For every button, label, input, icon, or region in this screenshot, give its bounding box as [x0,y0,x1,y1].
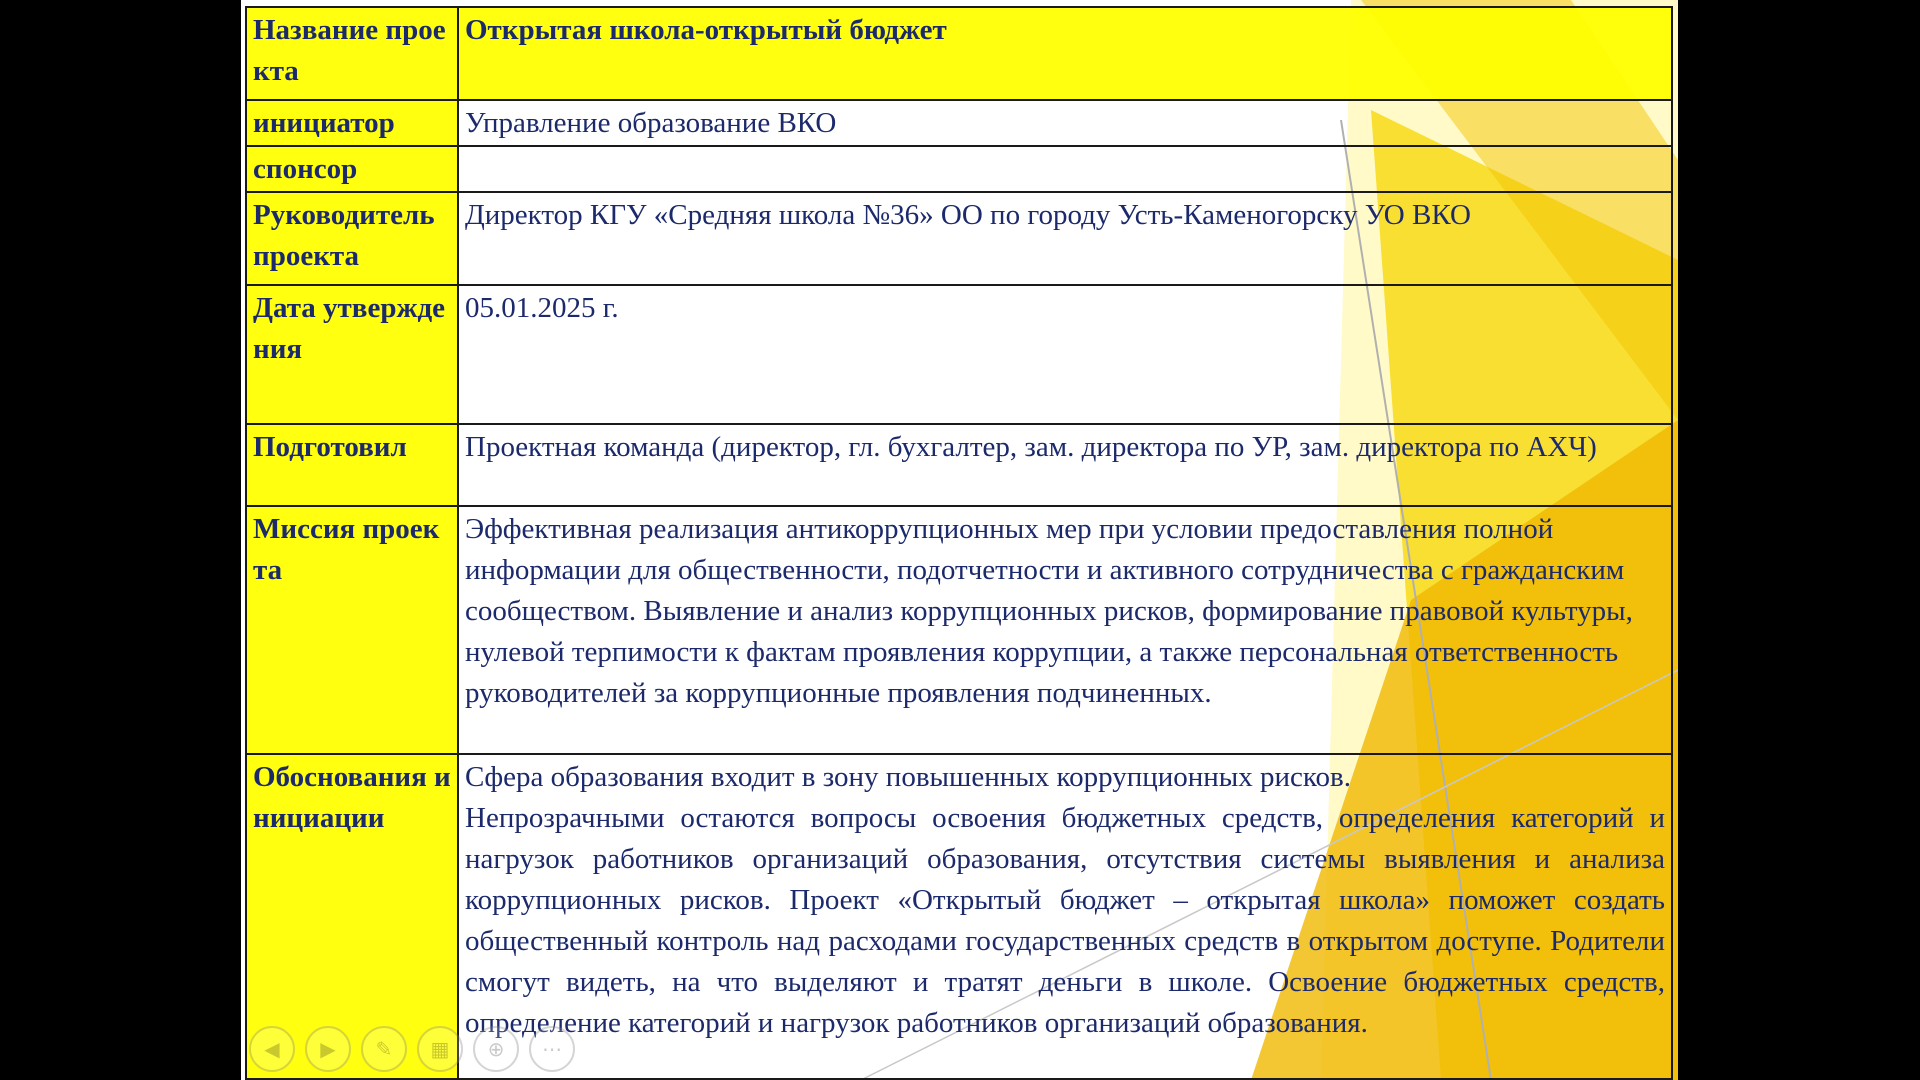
zoom-icon[interactable]: ⊕ [473,1026,519,1072]
slides-grid-icon[interactable]: ▦ [417,1026,463,1072]
sponsor-value [458,146,1672,192]
approval-date-value: 05.01.2025 г. [458,285,1672,424]
table-row [246,506,1672,754]
project-table [245,6,1673,1080]
row-label: Руководитель проекта [246,192,458,285]
mission-value: Эффективная реализация антикоррупционных мер при условии предоставления полной информации для общественности, подотчетности и активного сотрудничества с гражданским сообществом. Выявление и анализ коррупционных рисков, формирование правовой культуры, нулевой терпимости к фактам проявления коррупции, а также персональная ответственность руководителей за коррупционные проявления подчиненных. [458,506,1672,754]
row-label: Обоснования инициации [246,754,458,1079]
project-title: Открытая школа-открытый бюджет [458,7,1672,100]
table-row [246,7,1672,100]
slide [241,0,1678,1080]
justification-value [458,754,1672,1079]
initiator-value: Управление образование ВКО [458,100,1672,146]
arrow-right-icon[interactable]: ▶ [305,1026,351,1072]
row-label: Подготовил [246,424,458,506]
row-label: инициатор [246,100,458,146]
slideshow-controls [249,1026,575,1074]
table-row [246,285,1672,424]
table-row [246,424,1672,506]
arrow-left-icon[interactable]: ◀ [249,1026,295,1072]
pen-icon[interactable]: ✎ [361,1026,407,1072]
table-row [246,100,1672,146]
prepared-by-value: Проектная команда (директор, гл. бухгалтер, зам. директора по УР, зам. директора по АХЧ) [458,424,1672,506]
row-label: Название проекта [246,7,458,100]
row-label: спонсор [246,146,458,192]
more-icon[interactable]: ⋯ [529,1026,575,1072]
row-label: Дата утверждения [246,285,458,424]
table-row [246,146,1672,192]
manager-value: Директор КГУ «Средняя школа №36» ОО по городу Усть-Каменогорску УО ВКО [458,192,1672,285]
justification-text: Непрозрачными остаются вопросы освоения бюджетных средств, определения категорий и нагрузок работников организаций образования, отсутствия системы выявления и анализа коррупционных рисков. Проект «Открытый бюджет – открытая школа» поможет создать общественный контроль над расходами государственных средств в открытом доступе. Родители смогут видеть, на что выделяют и тратят деньги в школе. Освоение бюджетных средств, определение категорий и нагрузок работников организаций образования. [465,802,1665,1039]
table-row [246,192,1672,285]
justification-line-1: Сфера образования входит в зону повышенных коррупционных рисков. [465,761,1351,793]
row-label: Миссия проекта [246,506,458,754]
